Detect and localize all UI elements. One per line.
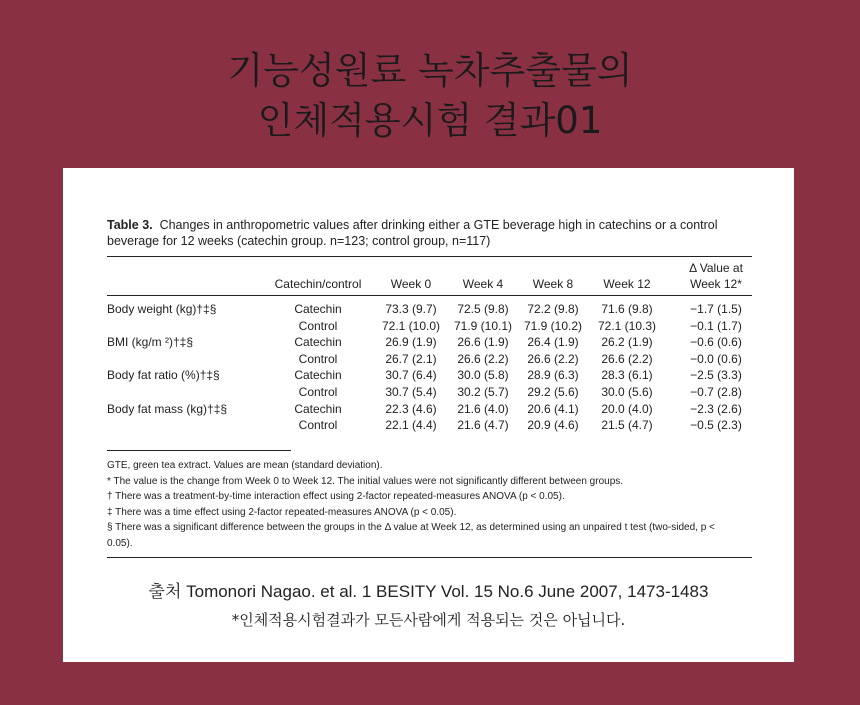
table-cell-w8: 29.2 (5.6): [527, 385, 579, 399]
source-citation: 출처 Tomonori Nagao. et al. 1 BESITY Vol. 15 No.6 June 2007, 1473-1483: [148, 582, 709, 601]
table-cell-w0: 22.3 (4.6): [385, 401, 437, 416]
table-cell-w0: 22.1 (4.4): [385, 418, 437, 433]
table-cell-w12: 26.2 (1.9): [601, 335, 653, 350]
table-cell-group: Catechin: [294, 302, 342, 316]
footnote-line: † There was a treatment-by-time interaction effect using 2-factor repeated-measures ANOVA (p < 0.05).: [107, 491, 565, 503]
table-cell-group: Control: [298, 318, 338, 333]
table-top-rule: [107, 256, 752, 257]
footnote-line: 0.05).: [107, 538, 133, 549]
table-cell-w12: 72.1 (10.3): [597, 318, 657, 333]
table-cell-label: Body weight (kg)†‡§: [107, 302, 217, 316]
table-cell-w8: 20.6 (4.1): [527, 401, 579, 416]
caption-line-1: Changes in anthropometric values after drinking either a GTE beverage high in catechins or a control: [159, 218, 718, 232]
table-cell-delta: −0.1 (1.7): [690, 318, 742, 333]
table-cell-w12: 71.6 (9.8): [601, 302, 653, 316]
header-week4: Week 4: [462, 277, 504, 291]
header-delta-line-1: Δ Value at: [689, 261, 743, 275]
table-cell-w0: 73.3 (9.7): [385, 302, 437, 316]
table-cell-group: Catechin: [294, 368, 342, 383]
table-cell-w12: 26.6 (2.2): [601, 351, 653, 366]
table-cell-w12: 21.5 (4.7): [601, 418, 653, 433]
header-rule: [107, 295, 752, 296]
table-cell-delta: −0.7 (2.8): [690, 385, 742, 399]
table-cell-w12: 30.0 (5.6): [601, 385, 653, 399]
table-cell-w4: 72.5 (9.8): [457, 302, 509, 316]
table-cell-delta: −0.0 (0.6): [690, 351, 742, 366]
table-cell-group: Control: [298, 385, 338, 399]
table-cell-delta: −2.5 (3.3): [690, 368, 742, 383]
footnote-line: * The value is the change from Week 0 to Week 12. The initial values were not significantly different between groups.: [107, 475, 624, 487]
table-cell-w4: 30.2 (5.7): [457, 385, 509, 399]
table-cell-w8: 28.9 (6.3): [527, 368, 579, 383]
table-cell-w0: 30.7 (5.4): [385, 385, 437, 399]
table-cell-group: Control: [298, 418, 338, 433]
table-cell-w0: 26.7 (2.1): [385, 351, 437, 366]
table-cell-group: Catechin: [294, 335, 342, 350]
footnote-rule: [107, 450, 291, 451]
page-title-line-2: 인체적용시험 결과01: [257, 99, 603, 142]
table-cell-delta: −1.7 (1.5): [690, 302, 742, 316]
header-week12: Week 12: [603, 277, 651, 291]
header-group: Catechin/control: [274, 277, 362, 291]
table-cell-w4: 71.9 (10.1): [453, 318, 513, 333]
table-cell-label: BMI (kg/m ²)†‡§: [107, 335, 194, 350]
table-caption: [107, 217, 757, 249]
footnote-line: ‡ There was a time effect using 2-factor repeated-measures ANOVA (p < 0.05).: [107, 506, 457, 518]
table-card: [63, 168, 794, 662]
table-cell-w4: 21.6 (4.0): [457, 401, 509, 416]
table-cell-delta: −0.5 (2.3): [690, 418, 742, 433]
table-cell-w8: 26.6 (2.2): [527, 351, 579, 366]
table-cell-delta: −2.3 (2.6): [690, 401, 742, 416]
header-delta-line-2: Week 12*: [690, 277, 742, 291]
footnote-line: § There was a significant difference between the groups in the Δ value at Week 12, as determined using an unpaired t test (two-sided, p <: [107, 522, 715, 534]
table-cell-group: Catechin: [294, 401, 342, 416]
footnote-line: GTE, green tea extract. Values are mean (standard deviation).: [107, 460, 383, 471]
table-cell-w8: 20.9 (4.6): [527, 418, 579, 433]
table-cell-label: Body fat mass (kg)†‡§: [107, 401, 228, 416]
table-cell-w8: 26.4 (1.9): [527, 335, 579, 350]
caption-line-2: beverage for 12 weeks (catechin group. n=123; control group, n=117): [107, 234, 491, 248]
table-cell-w4: 26.6 (1.9): [457, 335, 509, 350]
table-cell-w8: 72.2 (9.8): [527, 302, 579, 316]
table-cell-group: Control: [298, 351, 338, 366]
table-cell-w0: 26.9 (1.9): [385, 335, 437, 350]
header-week8: Week 8: [532, 277, 574, 291]
table-cell-label: Body fat ratio (%)†‡§: [107, 368, 220, 383]
table-label: Table 3.: [107, 218, 153, 232]
table-cell-w0: 30.7 (6.4): [385, 368, 437, 383]
header-week0: Week 0: [390, 277, 432, 291]
table-cell-w4: 21.6 (4.7): [457, 418, 509, 433]
table-bottom-rule: [107, 557, 752, 558]
table-cell-w4: 30.0 (5.8): [457, 368, 509, 383]
table-cell-delta: −0.6 (0.6): [690, 335, 742, 350]
page-title-line-1: 기능성원료 녹차추출물의: [227, 49, 633, 92]
table-cell-w0: 72.1 (10.0): [381, 318, 441, 333]
table-cell-w12: 28.3 (6.1): [601, 368, 653, 383]
table-cell-w12: 20.0 (4.0): [601, 401, 653, 416]
disclaimer-note: *인체적용시험결과가 모든사람에게 적용되는 것은 아닙니다.: [231, 611, 626, 629]
table-cell-w8: 71.9 (10.2): [523, 318, 583, 333]
table-cell-w4: 26.6 (2.2): [457, 351, 509, 366]
